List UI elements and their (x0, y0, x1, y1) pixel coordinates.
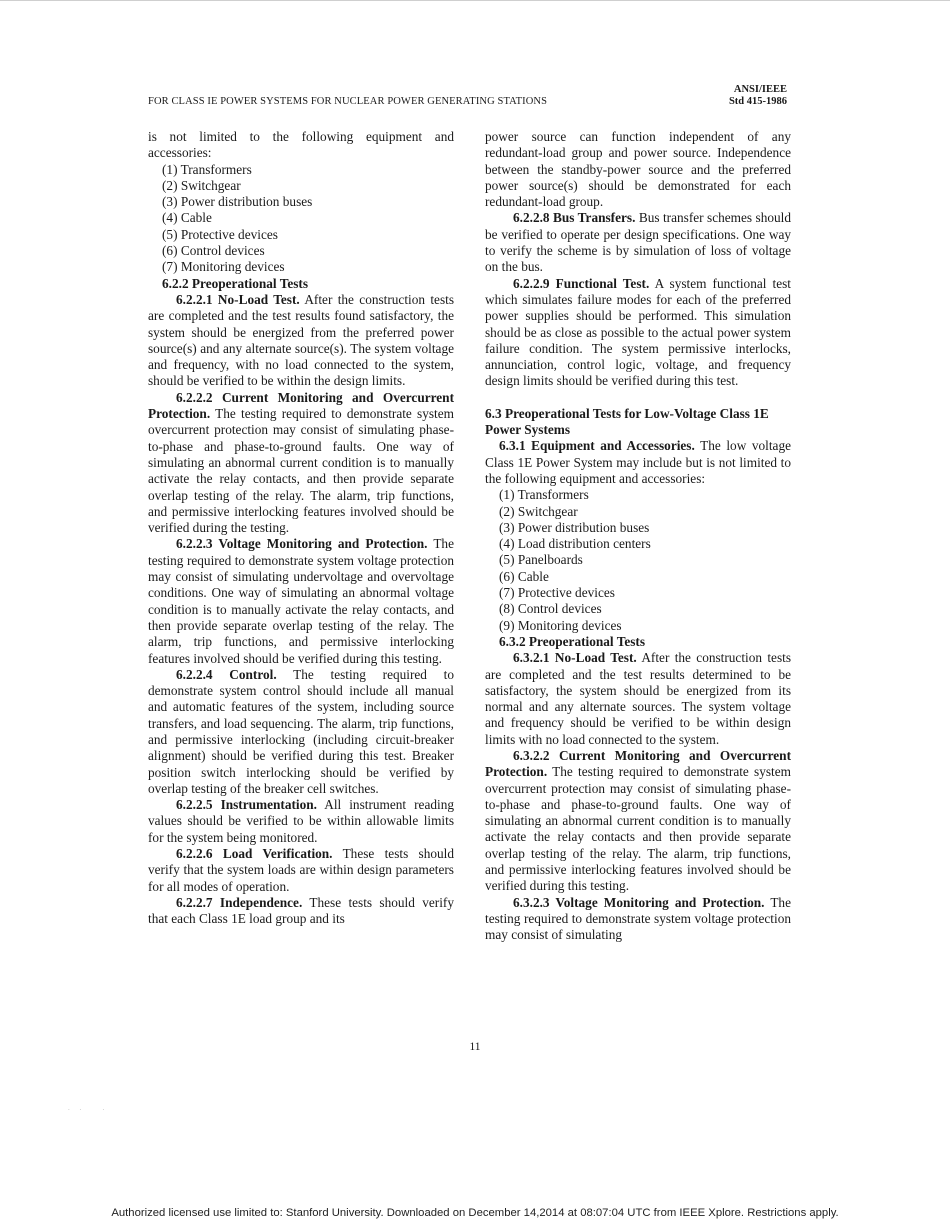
section-heading-6-3: 6.3 Preoperational Tests for Low-Voltage Class 1E Power Systems (485, 405, 769, 438)
paragraph-6-3-2-2 (485, 748, 791, 895)
paragraph-body: Bus transfer schemes should be verified to operate per design specifications. One way to verify the scheme is by simulation of loss of voltage on the bus. (485, 210, 791, 275)
paragraph-6-2-2-1 (148, 292, 454, 390)
paragraph-title: 6.3.2.1 No-Load Test. (513, 650, 637, 666)
standard-designation (729, 84, 787, 108)
list-item: (4) Load distribution centers (499, 536, 651, 552)
license-footer: Authorized licensed use limited to: Stanford University. Downloaded on December 14,2014 at 08:07:04 UTC from IEEE Xplore. Restrictions apply. (111, 1207, 839, 1219)
paragraph-body: These tests should verify that the system loads are within design parameters for all modes of operation. (148, 846, 454, 894)
paragraph-body: A system functional test which simulates failure modes for each of the preferred power supplies should be performed. This simulation should be as close as possible to the actual power system failure condition. The system permissive interlocks, annunciation, control logic, voltage, and frequency design limits should be verified during this test. (485, 275, 791, 389)
section-spacer (485, 390, 791, 406)
list-item: (3) Power distribution buses (162, 194, 313, 210)
paragraph-title: 6.2.2.6 Load Verification. (176, 846, 333, 862)
paragraph-body: The testing required to demonstrate system overcurrent protection may consist of simulating phase-to-phase and phase-to-ground faults. One way of simulating an abnormal current condition is to manually activate the relay contacts and then provide separate overlap testing of the relay. The alarm, trip functions, and permissive interlocking features involved should be verified during this testing. (485, 764, 791, 894)
paragraph-6-3-1 (485, 438, 791, 487)
paragraph-title: 6.2.2.1 No-Load Test. (176, 291, 300, 307)
list-item: (4) Cable (162, 210, 212, 226)
paragraph-6-2-2-9 (485, 276, 791, 390)
paragraph-title: 6.2.2.7 Independence. (176, 894, 303, 910)
standard-org: ANSI/IEEE (733, 84, 787, 95)
list-item: (2) Switchgear (499, 503, 578, 519)
paragraph-body: The testing required to demonstrate system overcurrent protection may consist of simulating phase-to-phase and phase-to-ground faults. One way of simulating an abnormal current condition is to manually activate the relay contacts, and then provide separate overlap testing of the relay. The alarm, trip functions, and permissive interlocking features involved should be verified during the testing. (148, 406, 454, 536)
paragraph-6-3-2-3 (485, 895, 791, 944)
standard-number: Std 415-1986 (728, 96, 787, 107)
paragraph-6-2-2-6 (148, 846, 454, 895)
paragraph-title: 6.2.2.9 Functional Test. (513, 275, 650, 291)
paragraph-body: The low voltage Class 1E Power System may include but is not limited to the following equipment and accessories: (485, 438, 791, 486)
list-item: (5) Panelboards (499, 552, 583, 568)
paragraph-6-2-2-2 (148, 390, 454, 537)
intro-paragraph: is not limited to the following equipment and accessories: (148, 129, 454, 161)
list-item: (1) Transformers (162, 161, 252, 177)
paragraph-body: The testing required to demonstrate system control should include all manual and automatic features of the system, including source transfers, and load sequencing. The alarm, trip functions, and permissive interlocking (including circuit-breaker alignment) should be verified during this test. Breaker position switch interlocking should be verified by overlap testing of the breaker cell switches. (148, 666, 454, 796)
equipment-list-low-voltage (485, 487, 791, 634)
list-item: (6) Cable (499, 568, 549, 584)
paragraph-title: 6.2.2.2 Current Monitoring and Overcurrent Protection. (148, 389, 454, 422)
list-item: (9) Monitoring devices (499, 617, 622, 633)
paragraph-body: All instrument reading values should be verified to be within allowable limits for the system being monitored. (148, 797, 454, 845)
paragraph-title: 6.2.2.3 Voltage Monitoring and Protection. (176, 536, 428, 552)
list-item: (5) Protective devices (162, 226, 278, 242)
list-item: (2) Switchgear (162, 177, 241, 193)
list-item: (7) Monitoring devices (162, 259, 285, 275)
paragraph-6-2-2-3 (148, 536, 454, 666)
paragraph-title: 6.2.2.4 Control. (176, 666, 277, 682)
paragraph-title: 6.3.1 Equipment and Accessories. (499, 438, 695, 454)
list-item: (3) Power distribution buses (499, 519, 650, 535)
paragraph-title: 6.2.2.5 Instrumentation. (176, 797, 317, 813)
paragraph-6-3-2-1 (485, 650, 791, 748)
paragraph-body: After the construction tests are completed and the test results determined to be satisfactory, the system should be energized from its normal and any alternate sources. The system voltage and frequency should be verified to be within design limits with no load connected to the system. (485, 650, 791, 747)
list-item: (7) Protective devices (499, 585, 615, 601)
paragraph-body: The testing required to demonstrate system voltage protection may consist of simulating undervoltage and overvoltage conditions. One way of simulating an abnormal voltage condition is to manually activate the relay contacts, and then provide separate overlap testing of the relay. The alarm, trip functions, and permissive interlocking features involved should be verified during this testing. (148, 536, 454, 666)
list-item: (1) Transformers (499, 487, 589, 503)
running-header-title: FOR CLASS IE POWER SYSTEMS FOR NUCLEAR POWER GENERATING STATIONS (148, 96, 548, 107)
paragraph-title: 6.3.2.2 Current Monitoring and Overcurrent Protection. (485, 747, 791, 780)
list-item: (6) Control devices (162, 243, 265, 259)
section-heading-6-2-2: 6.2.2 Preoperational Tests (162, 275, 309, 291)
left-column (148, 129, 454, 928)
paragraph-body: The testing required to demonstrate system voltage protection may consist of simulating (485, 894, 791, 943)
scan-specks: . . . (68, 1104, 109, 1112)
paragraph-body: These tests should verify that each Class 1E load group and its (148, 894, 454, 927)
paragraph-6-2-2-5 (148, 797, 454, 846)
continued-paragraph: power source can function independent of any redundant-load group and power source. Independence between the standby-power source and the preferred power source(s) should be demonstrated for each redundant-load group. (485, 129, 791, 210)
paragraph-6-2-2-8 (485, 210, 791, 275)
paragraph-6-2-2-7 (148, 895, 454, 928)
paragraph-title: 6.3.2.3 Voltage Monitoring and Protection. (513, 894, 765, 910)
list-item: (8) Control devices (499, 601, 602, 617)
paragraph-title: 6.2.2.8 Bus Transfers. (513, 210, 636, 226)
top-rule (0, 0, 950, 1)
right-column (485, 129, 791, 944)
paragraph-6-2-2-4 (148, 667, 454, 797)
page-number: 11 (469, 1041, 481, 1053)
equipment-list (148, 162, 454, 276)
section-heading-6-3-2: 6.3.2 Preoperational Tests (499, 633, 646, 649)
paragraph-body: After the construction tests are completed and the test results found satisfactory, the system should be energized from the preferred power source(s) and any alternate source(s). The system voltage and frequency, with no load connected to the system, should be verified to be within the design limits. (148, 291, 454, 389)
